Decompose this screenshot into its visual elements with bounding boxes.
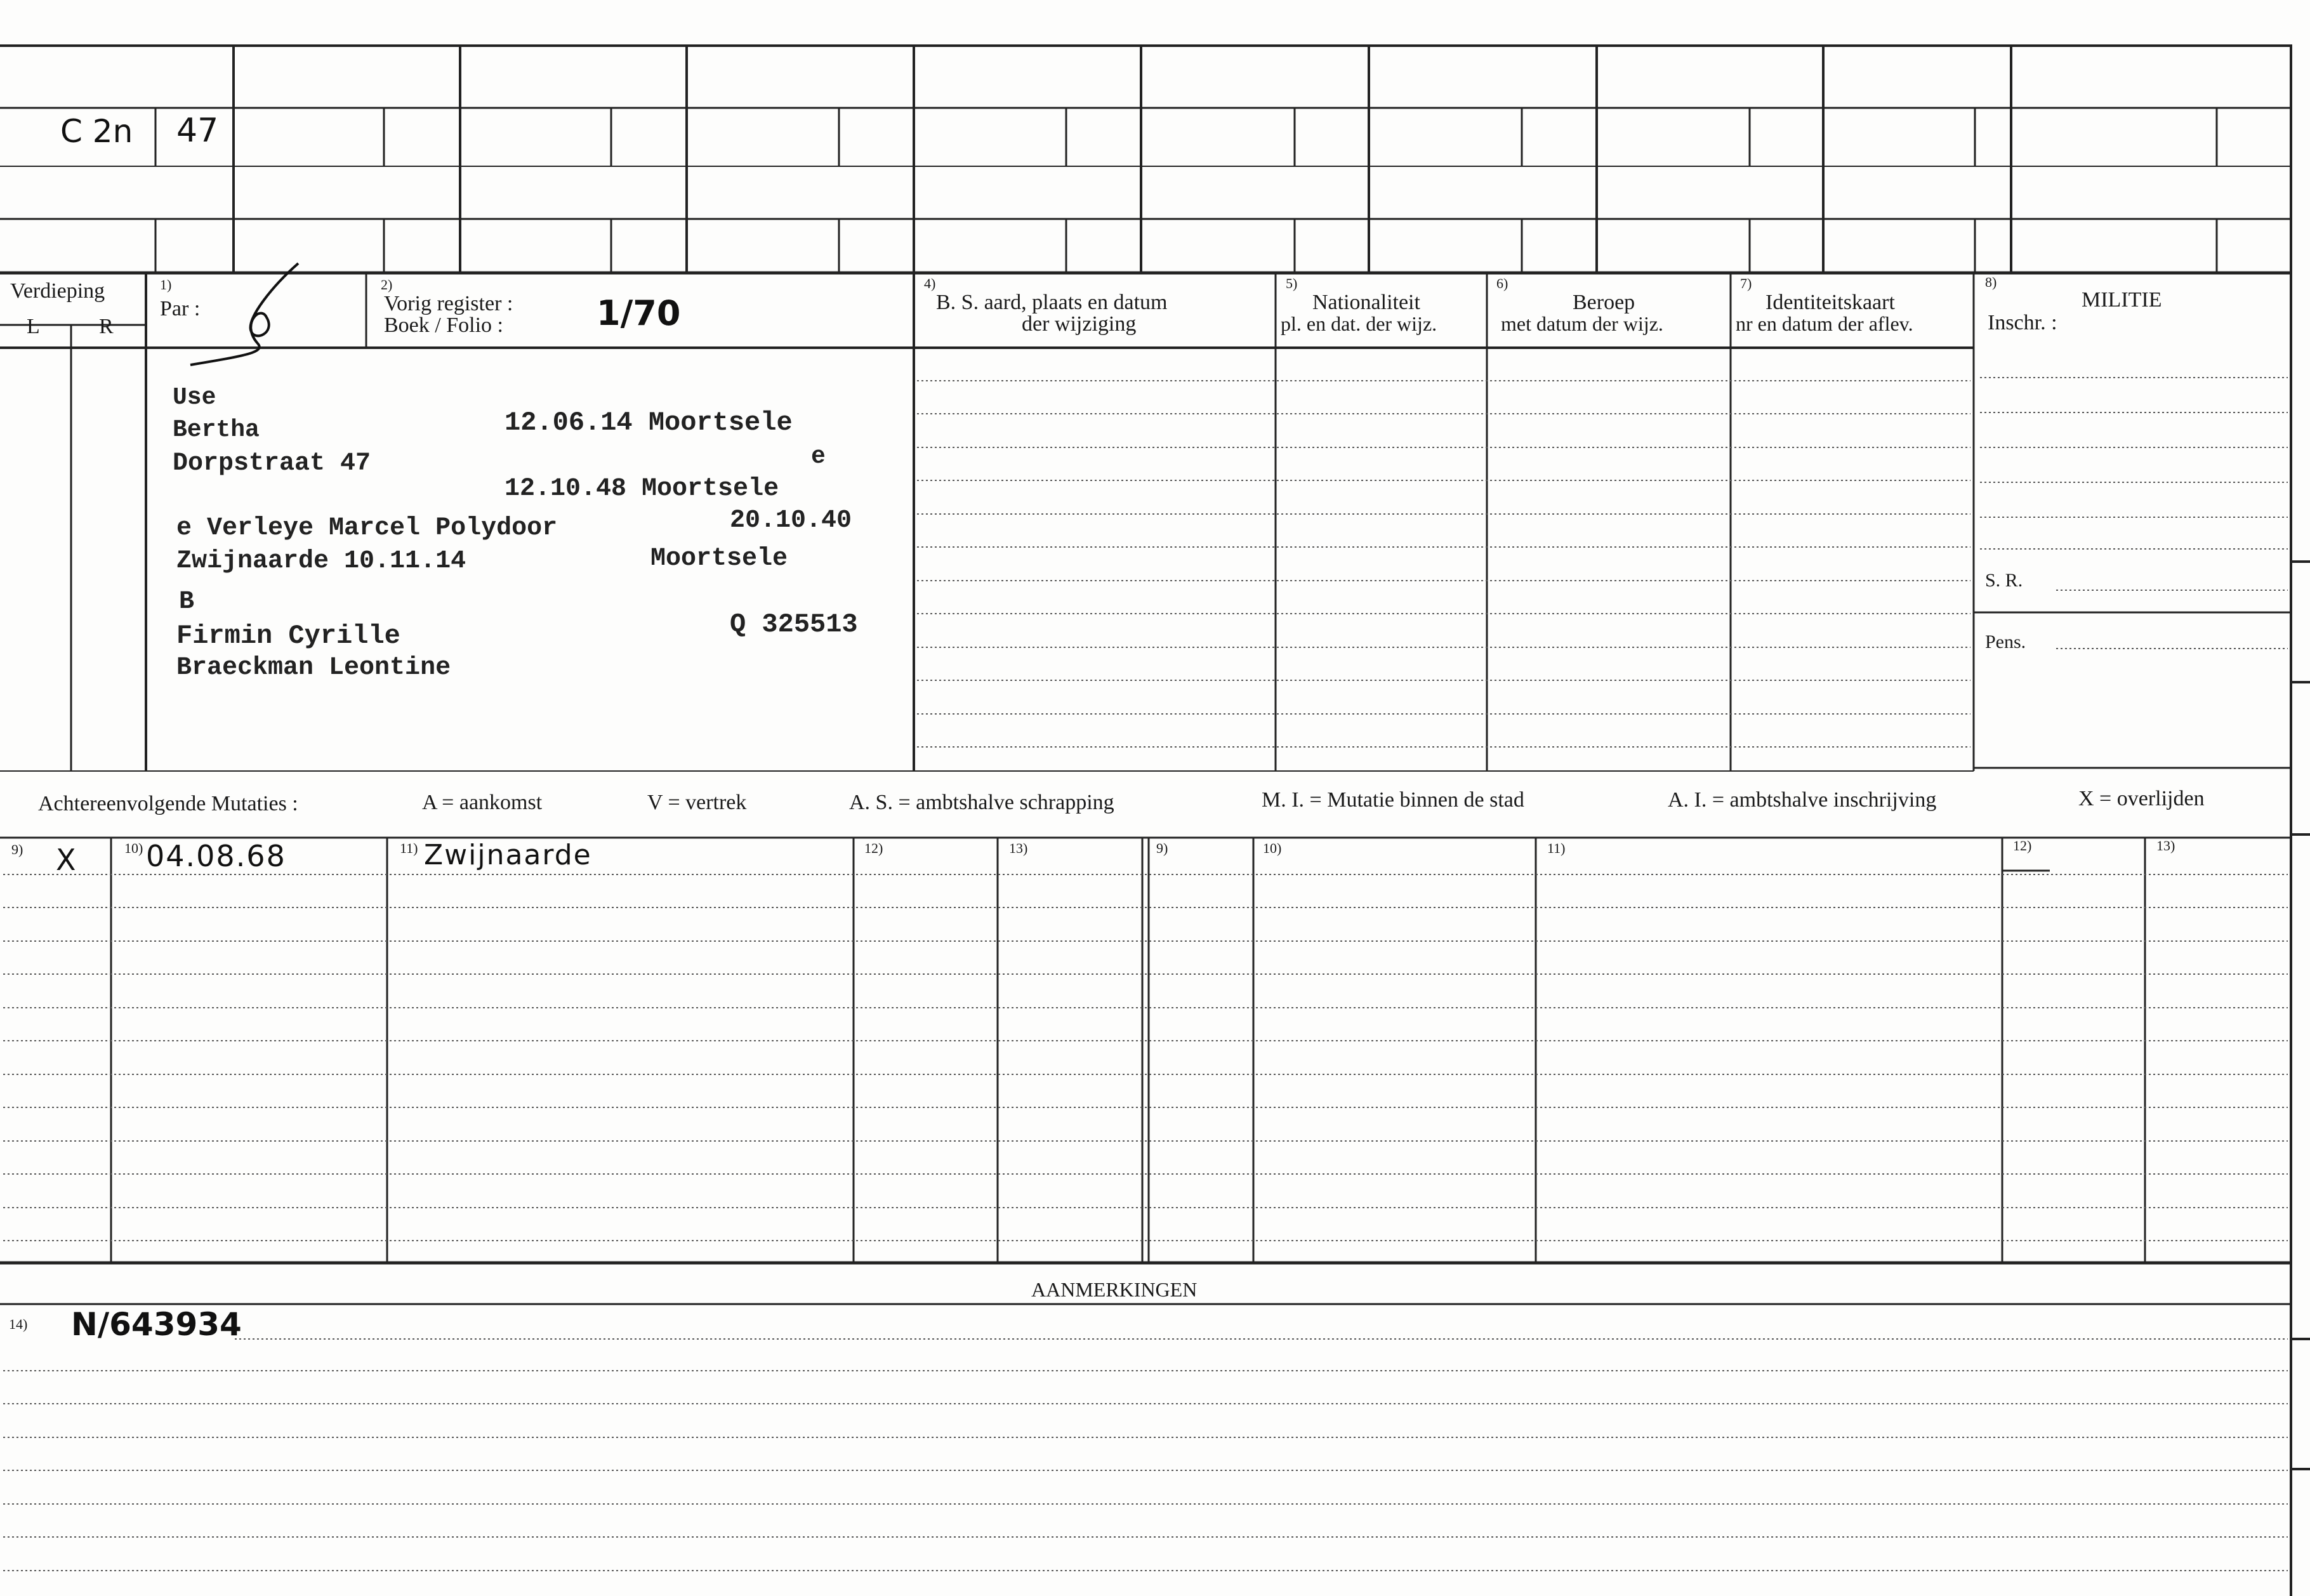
arrival-date-place: 12.10.48 Moortsele [505, 475, 779, 503]
col8-number: 8) [1985, 274, 1997, 290]
mutaties-label: Achtereenvolgende Mutaties : [38, 792, 298, 815]
person-firstname: Bertha [173, 416, 260, 444]
person-address: Dorpstraat 47 [173, 449, 371, 478]
civil-state-mark: e [811, 443, 826, 470]
marriage-date: 20.10.40 [730, 506, 852, 535]
vorig-register-label: Vorig register : [384, 292, 513, 315]
birth-date-place: 12.06.14 Moortsele [505, 407, 793, 438]
mut2-col12-number: 12) [2013, 838, 2032, 854]
legend-v: V = vertrek [647, 791, 747, 814]
col7-number: 7) [1740, 275, 1752, 291]
col5-line1: Nationaliteit [1312, 291, 1420, 314]
par-signature-mark [190, 263, 298, 365]
legend-as: A. S. = ambtshalve schrapping [849, 791, 1114, 814]
mut2-col9-number: 9) [1156, 840, 1168, 856]
id-card-number: Q 325513 [730, 609, 858, 640]
militie-inschr-label: Inschr. : [1988, 311, 2057, 334]
person-surname: Use [173, 384, 216, 411]
aanmerkingen-number: 14) [9, 1316, 28, 1332]
mut-col10-number: 10) [124, 840, 143, 856]
mutation-date: 04.08.68 [146, 839, 286, 873]
legend-ai: A. I. = ambtshalve inschrijving [1668, 788, 1937, 812]
col6-line2: met datum der wijz. [1501, 312, 1663, 335]
mut-col13-number: 13) [1009, 840, 1028, 856]
col4-line2: der wijziging [1022, 312, 1137, 336]
col6-line1: Beroep [1573, 291, 1635, 314]
verdieping-label: Verdieping [10, 279, 105, 303]
col4-number: 4) [924, 275, 936, 291]
vorig-register-value: 1/70 [597, 293, 681, 333]
verdieping-l: L [27, 315, 40, 338]
mutation-place: Zwijnaarde [424, 839, 592, 871]
mut2-col10-number: 10) [1263, 840, 1282, 856]
col6-number: 6) [1496, 275, 1508, 291]
legend-mi: M. I. = Mutatie binnen de stad [1262, 788, 1524, 812]
nationality-code: B [179, 588, 195, 616]
col7-line1: Identiteitskaart [1766, 291, 1895, 314]
ledger-number: 47 [176, 112, 219, 150]
legend-x: X = overlijden [2078, 787, 2205, 810]
col7-line2: nr en datum der aflev. [1736, 312, 1913, 335]
mutation-type: X [56, 843, 76, 877]
mut-col9-number: 9) [11, 841, 23, 857]
marriage-place: Moortsele [650, 544, 788, 573]
col5-line2: pl. en dat. der wijz. [1281, 312, 1437, 335]
militie-sr-label: S. R. [1985, 570, 2023, 591]
mut2-col13-number: 13) [2156, 838, 2175, 854]
aanmerkingen-title: AANMERKINGEN [1031, 1278, 1198, 1301]
mut-col12-number: 12) [864, 840, 883, 856]
col4-line1: B. S. aard, plaats en datum [936, 291, 1168, 314]
spouse-birth: Zwijnaarde 10.11.14 [176, 547, 466, 576]
militie-title: MILITIE [2082, 288, 2162, 312]
col5-number: 5) [1286, 275, 1298, 291]
aanmerkingen-value: N/643934 [71, 1306, 242, 1343]
par-label: Par : [160, 297, 201, 320]
parent-mother: Braeckman Leontine [176, 654, 451, 682]
vorig-number: 2) [381, 277, 393, 293]
mut-col11-number: 11) [400, 840, 418, 856]
parent-father: Firmin Cyrille [176, 621, 400, 651]
legend-a: A = aankomst [422, 791, 543, 814]
ledger-code: C 2n [60, 113, 133, 150]
mut2-col11-number: 11) [1547, 840, 1566, 856]
militie-pens-label: Pens. [1985, 631, 2026, 652]
boek-folio-label: Boek / Folio : [384, 313, 503, 337]
verdieping-r: R [99, 315, 114, 338]
par-number: 1) [160, 277, 172, 293]
spouse-name: e Verleye Marcel Polydoor [176, 514, 558, 543]
